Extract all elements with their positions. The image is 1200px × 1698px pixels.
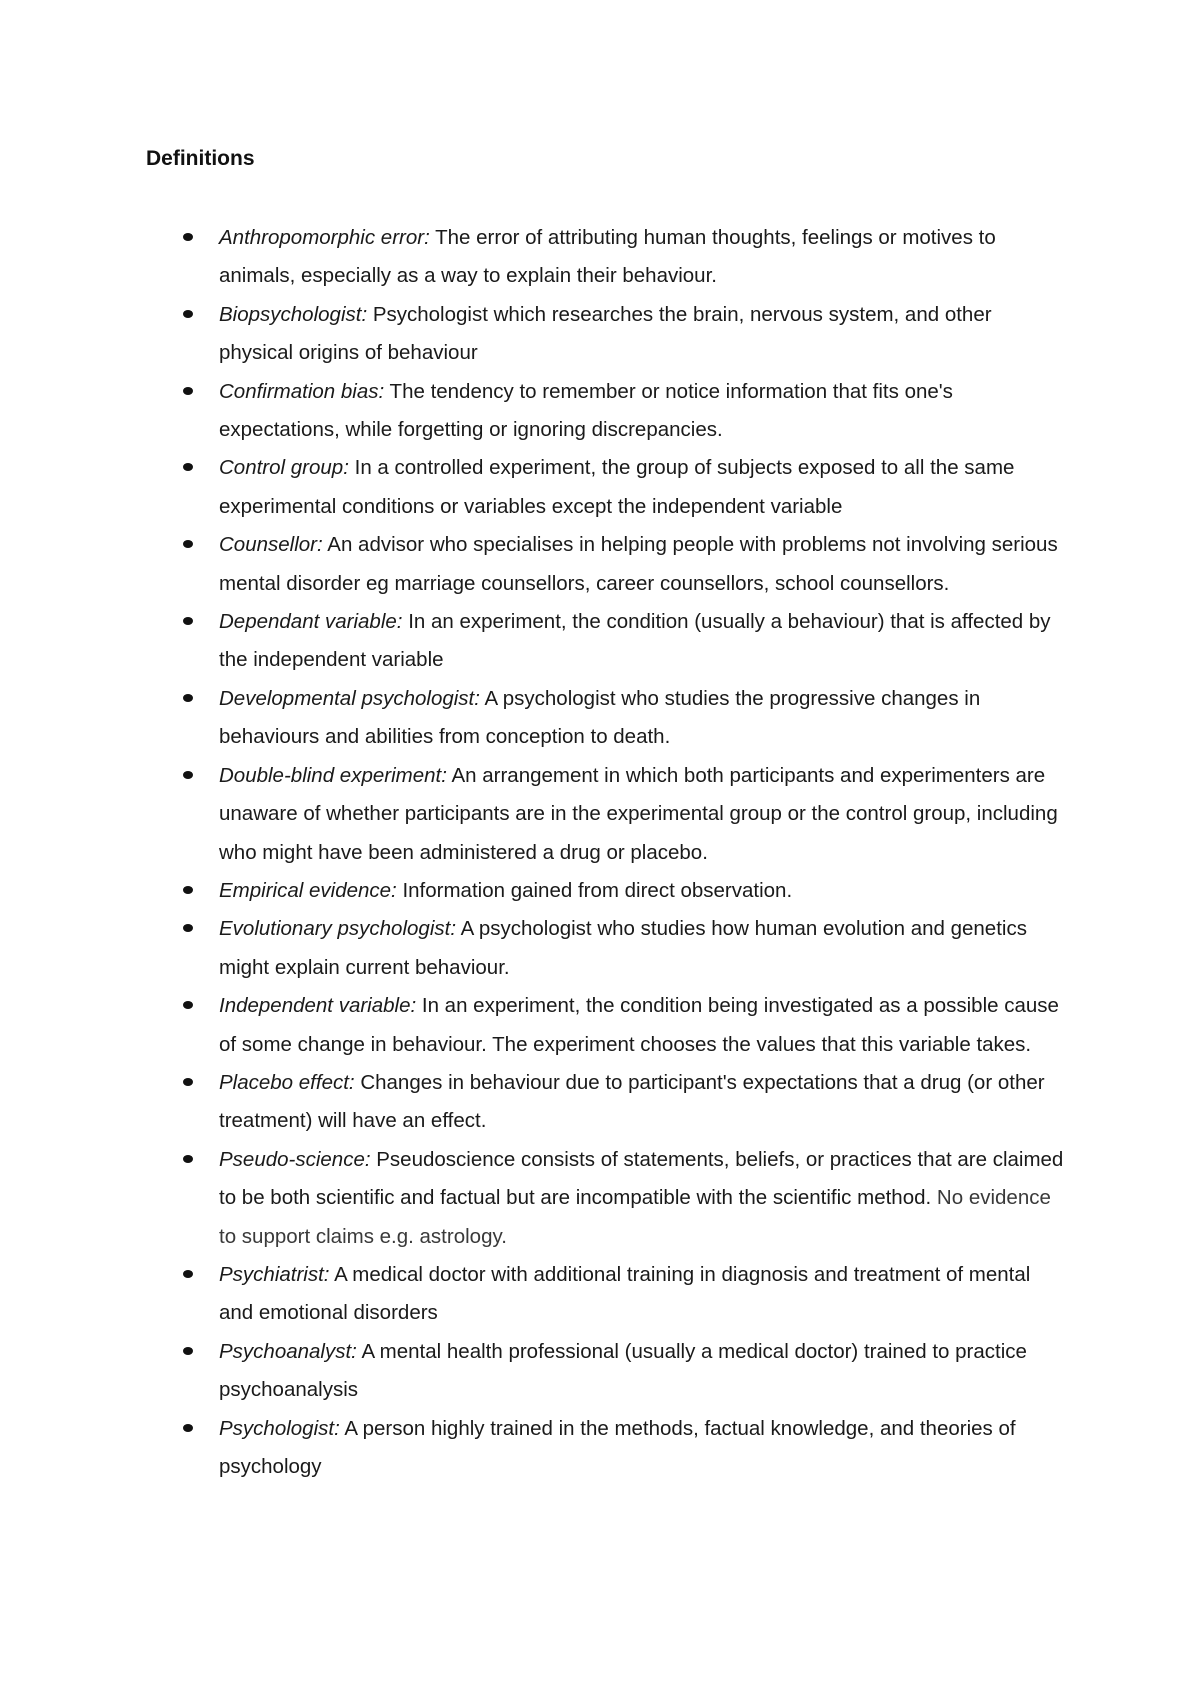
- list-item: [219, 1141, 1069, 1256]
- definition-term: Dependant variable:: [219, 610, 403, 634]
- definitions-list: [219, 219, 1069, 1486]
- definition-text: A psychologist who studies how human evolution and genetics might explain current behaviour.: [219, 917, 1027, 979]
- definition-text: In an experiment, the condition (usually a behaviour) that is affected by the independent variable: [219, 610, 1051, 672]
- definition-text: Pseudoscience consists of statements, beliefs, or practices that are claimed to be both scientific and factual but are incompatible with the scientific method.: [219, 1147, 1064, 1210]
- definition-term: Evolutionary psychologist:: [219, 917, 457, 941]
- bullet-icon: [183, 694, 193, 702]
- definition-text: In an experiment, the condition being investigated as a possible cause of some change in behaviour. The experiment chooses the values that this variable takes.: [219, 994, 1059, 1056]
- bullet-icon: [183, 233, 193, 241]
- definition-term: Psychologist:: [219, 1416, 340, 1440]
- bullet-icon: [183, 771, 193, 779]
- definition-term: Placebo effect:: [219, 1070, 355, 1094]
- definition-text: A psychologist who studies the progressive changes in behaviours and abilities from conception to death.: [219, 686, 981, 749]
- definition-term: Biopsychologist:: [219, 302, 368, 326]
- list-item: [219, 680, 1069, 757]
- list-item: [219, 296, 1069, 373]
- definition-text: The tendency to remember or notice information that fits one's expectations, while forgetting or ignoring discrepancies.: [219, 379, 953, 442]
- list-item: [219, 526, 1069, 603]
- definition-text: A mental health professional (usually a medical doctor) trained to practice psychoanalysis: [219, 1339, 1027, 1402]
- definition-term: Psychoanalyst:: [219, 1339, 357, 1363]
- bullet-icon: [183, 310, 193, 318]
- definition-text: An advisor who specialises in helping people with problems not involving serious mental disorder eg marriage counsellors, career counsellors, school counsellors.: [219, 533, 1058, 595]
- definition-text: In a controlled experiment, the group of subjects exposed to all the same experimental conditions or variables except the independent variable: [219, 456, 1015, 518]
- definition-term: Pseudo-science:: [219, 1147, 371, 1171]
- bullet-icon: [183, 617, 193, 625]
- definition-term: Empirical evidence:: [219, 878, 397, 902]
- definition-term: Counsellor:: [219, 533, 323, 557]
- list-item: [219, 1064, 1069, 1141]
- definition-text: Information gained from direct observation.: [396, 878, 793, 902]
- bullet-icon: [183, 924, 193, 932]
- definition-text: Changes in behaviour due to participant's expectations that a drug (or other treatment) will have an effect.: [219, 1070, 1045, 1133]
- definition-term: Independent variable:: [219, 994, 417, 1018]
- list-item: [219, 603, 1069, 680]
- definition-term: Control group:: [219, 456, 349, 480]
- bullet-icon: [183, 540, 193, 548]
- bullet-icon: [183, 1001, 193, 1009]
- bullet-icon: [183, 387, 193, 395]
- definition-term: Developmental psychologist:: [219, 686, 480, 710]
- bullet-icon: [183, 1347, 193, 1355]
- bullet-icon: [183, 886, 193, 894]
- list-item: [219, 373, 1069, 450]
- bullet-icon: [183, 463, 193, 471]
- definition-term: Anthropomorphic error:: [219, 226, 430, 249]
- bullet-icon: [183, 1155, 193, 1163]
- bullet-icon: [183, 1270, 193, 1278]
- list-item: [219, 987, 1069, 1064]
- definition-term: Confirmation bias:: [219, 379, 385, 403]
- definition-text: A medical doctor with additional training in diagnosis and treatment of mental and emotional disorders: [219, 1262, 1031, 1325]
- bullet-icon: [183, 1424, 193, 1432]
- list-item: [219, 1410, 1069, 1487]
- definition-term: Psychiatrist:: [219, 1262, 330, 1286]
- list-item: [219, 1256, 1069, 1333]
- list-item: [219, 449, 1069, 526]
- definition-text: Psychologist which researches the brain, nervous system, and other physical origins of behaviour: [219, 302, 992, 365]
- definition-text: A person highly trained in the methods, factual knowledge, and theories of psychology: [219, 1416, 1016, 1478]
- definition-term: Double-blind experiment:: [219, 763, 447, 787]
- list-item: [219, 910, 1069, 987]
- bullet-icon: [183, 1078, 193, 1086]
- list-item: [219, 872, 1069, 910]
- list-item: [219, 1333, 1069, 1410]
- definition-text: An arrangement in which both participants and experimenters are unaware of whether participants are in the experimental group or the control group, including who might have been administered a drug or placebo.: [219, 763, 1058, 864]
- definition-text-note: No evidence to support claims e.g. astrology.: [219, 1186, 1051, 1248]
- definition-text: The error of attributing human thoughts, feelings or motives to animals, especially as a way to explain their behaviour.: [219, 226, 996, 288]
- list-item: [219, 757, 1069, 872]
- page-title: Definitions: [146, 147, 255, 170]
- list-item: [219, 219, 1069, 296]
